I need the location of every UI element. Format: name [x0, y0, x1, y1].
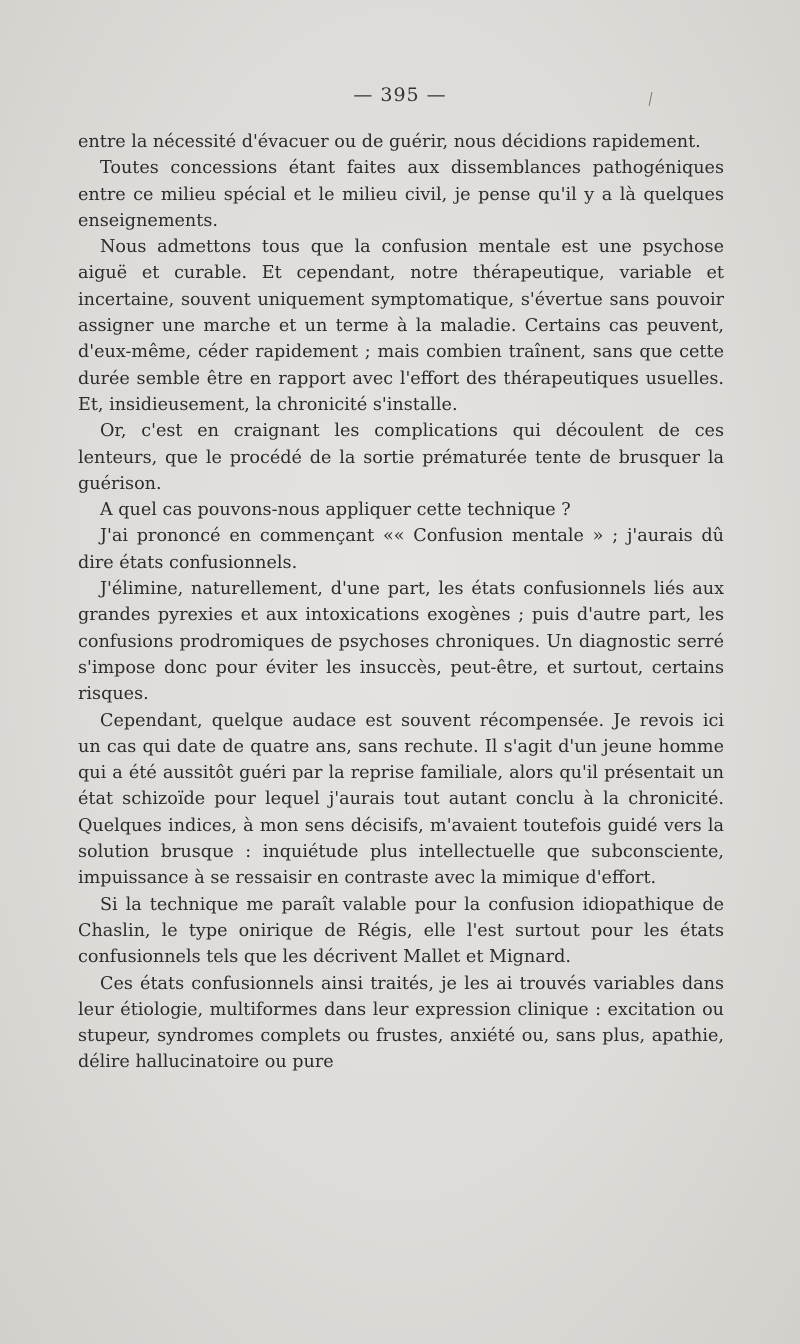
paragraph: Nous admettons tous que la confusion mentale est une psychose aiguë et curable. Et cependant, notre thérapeutique, variable et incertaine, souvent uniquement symptomatique, s'évertue sans pouvoir assigner une marche et un terme à la maladie. Certains cas peuvent, d'eux-même, céder rapidement ; mais combien traînent, sans que cette durée semble être en rapport avec l'effort des thérapeutiques usuelles. Et, insidieusement, la chronicité s'installe.: [78, 237, 724, 415]
paragraph: Toutes concessions étant faites aux dissemblances pathogéniques entre ce milieu spécial et le milieu civil, je pense qu'il y a là quelques enseignements.: [78, 158, 724, 231]
paragraph: A quel cas pouvons-nous appliquer cette technique ?: [100, 500, 571, 521]
paragraph: Or, c'est en craignant les complications qui découlent de ces lenteurs, que le procédé de la sortie prématurée tente de brusquer la guérison.: [78, 421, 724, 494]
paragraph: Ces états confusionnels ainsi traités, je les ai trouvés variables dans leur étiologie, multiformes dans leur expression clinique : excitation ou stupeur, syndromes complets ou frustes, anxiété ou, sans plus, apathie, délire hallucinatoire ou pure: [78, 973, 724, 1073]
paragraph-continuation: entre la nécessité d'évacuer ou de guérir, nous décidions rapidement.: [78, 132, 701, 152]
paragraph: Si la technique me paraît valable pour la confusion idiopathique de Chaslin, le type onirique de Régis, elle l'est surtout pour les états confusionnels tels que les décrivent Mallet et Mignard.: [78, 894, 724, 968]
paragraph: Cependant, quelque audace est souvent récompensée. Je revois ici un cas qui date de quatre ans, sans rechute. Il s'agit d'un jeune homme qui a été aussitôt guéri par la reprise familiale, alors qu'il présentait un état schizoïde pour lequel j'aurais tout autant conclu à la chronicité. Quelques indices, à mon sens décisifs, m'avaient toutefois guidé vers la solution brusque : inquiétude plus intellectuelle que subconsciente, impuissance à se ressaisir en contraste avec la mimique d'effort.: [78, 710, 724, 889]
body-text: [78, 129, 724, 1076]
paragraph: J'ai prononcé en commençant «« Confusion mentale » ; j'aurais dû dire états confusionnels.: [78, 526, 724, 573]
page-number: — 395 —: [353, 84, 447, 106]
paragraph: J'élimine, naturellement, d'une part, les états confusionnels liés aux grandes pyrexies et aux intoxications exogènes ; puis d'autre part, les confusions prodromiques de psychoses chroniques. Un diagnostic serré s'impose donc pour éviter les insuccès, peut-être, et surtout, certains risques.: [78, 579, 724, 705]
